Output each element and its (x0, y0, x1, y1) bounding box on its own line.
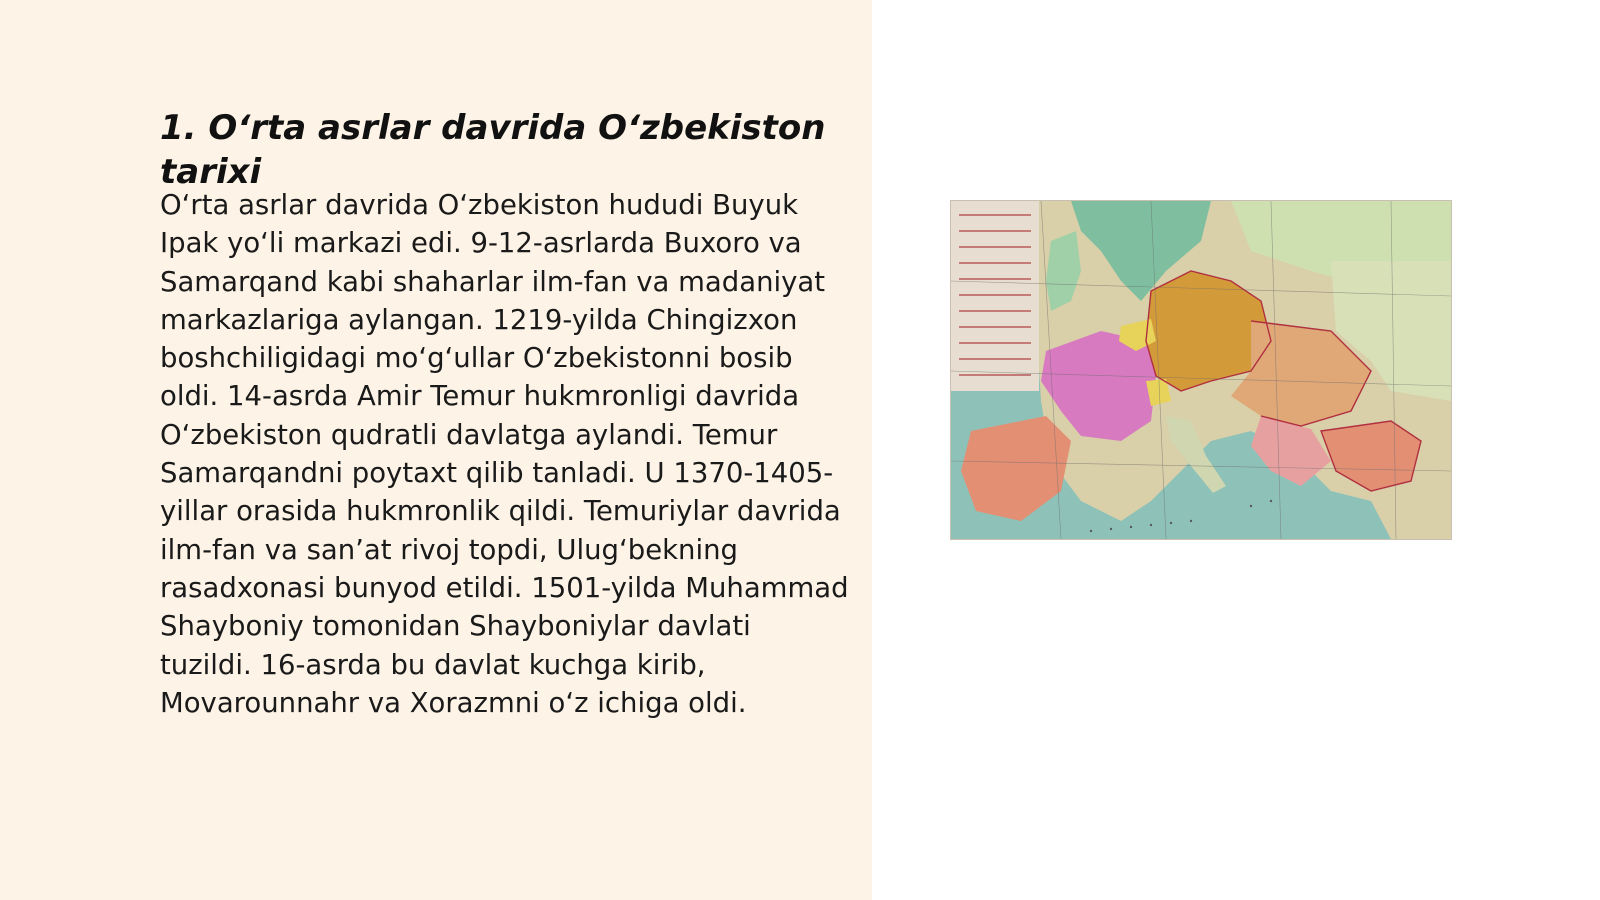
map-icon (951, 201, 1451, 539)
historical-map-image (950, 200, 1452, 540)
slide-body-text: O‘rta asrlar davrida O‘zbekiston hududi Buyuk Ipak yo‘li markazi edi. 9-12-asrlarda Buxoro va Samarqand kabi shaharlar ilm-fan va madaniyat markazlariga aylangan. 1219-yilda Chingizxon boshchiligidagi mo‘g‘ullar O‘zbekistonni bosib oldi. 14-asrda Amir Temur hukmronligi davrida O‘zbekiston qudratli davlatga aylandi. Temur Samarqandni poytaxt qilib tanladi. U 1370-1405-yillar orasida hukmronlik qildi. Temuriylar davrida ilm-fan va san’at rivoj topdi, Ulug‘bekning rasadxonasi bunyod etildi. 1501-yilda Muhammad Shayboniy tomonidan Shayboniylar davlati tuzildi. 16-asrda bu davlat kuchga kirib, Movarounnahr va Xorazmni o‘z ichiga oldi. (160, 189, 849, 719)
slide-title: 1. O‘rta asrlar davrida O‘zbekiston tarixi (160, 108, 826, 192)
